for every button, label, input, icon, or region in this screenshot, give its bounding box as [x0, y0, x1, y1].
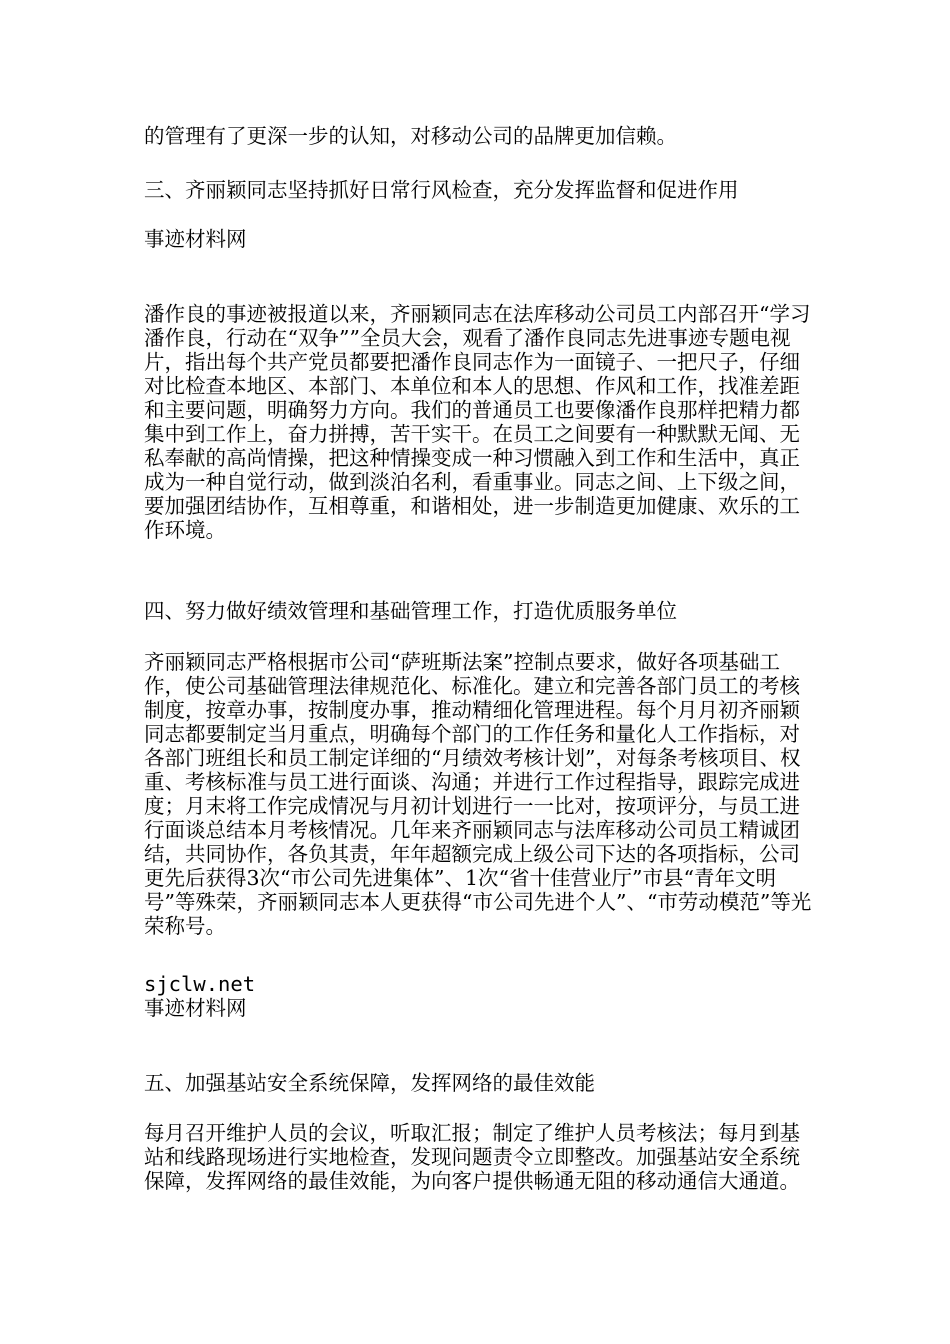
site-name: 事迹材料网 — [144, 227, 247, 251]
section-heading-4: 四、努力做好绩效管理和基础管理工作，打造优质服务单位 — [144, 599, 677, 623]
section-heading-3: 三、齐丽颖同志坚持抓好日常行风检查，充分发挥监督和促进作用 — [144, 178, 739, 202]
paragraph-continuation: 的管理有了更深一步的认知，对移动公司的品牌更加信赖。 — [144, 124, 677, 148]
site-url: sjclw.net — [144, 972, 256, 996]
paragraph-section-5: 每月召开维护人员的会议，听取汇报；制定了维护人员考核法；每月到基站和线路现场进行实地检查，发现问题责令立即整改。加强基站安全系统保障，发挥网络的最佳效能，为向客户提供畅通无阻的移动通信大通道。 — [144, 1121, 800, 1193]
section-heading-5: 五、加强基站安全系统保障，发挥网络的最佳效能 — [144, 1071, 595, 1095]
paragraph-section-4: 齐丽颖同志严格根据市公司“萨班斯法案”控制点要求，做好各项基础工作，使公司基础管理法律规范化、标准化。建立和完善各部门员工的考核制度，按章办事，按制度办事，推动精细化管理进程。每个月月初齐丽颖同志都要制定当月重点，明确每个部门的工作任务和量化人工作指标，对各部门班组长和员工制定详细的“月绩效考核计划”，对每条考核项目、权重、考核标准与员工进行面谈、沟通；并进行工作过程指导，跟踪完成进度；月末将工作完成情况与月初计划进行一一比对，按项评分，与员工进行面谈总结本月考核情况。几年来齐丽颖同志与法库移动公司员工精诚团结，共同协作，各负其责，年年超额完成上级公司下达的各项指标，公司更先后获得3次“市公司先进集体”、1次“省十佳营业厅”市县“青年文明号”等殊荣，齐丽颖同志本人更获得“市公司先进个人”、“市劳动模范”等光荣称号。 — [144, 650, 812, 938]
site-name: 事迹材料网 — [144, 996, 247, 1020]
paragraph-section-3: 潘作良的事迹被报道以来，齐丽颖同志在法库移动公司员工内部召开“学习潘作良，行动在“双争””全员大会，观看了潘作良同志先进事迹专题电视片，指出每个共产党员都要把潘作良同志作为一面镜子、一把尺子，仔细对比检查本地区、本部门、本单位和本人的思想、作风和工作，找准差距和主要问题，明确努力方向。我们的普通员工也要像潘作良那样把精力都集中到工作上，奋力拼搏，苦干实干。在员工之间要有一种默默无闻、无私奉献的高尚情操，把这种情操变成一种习惯融入到工作和生活中，真正成为一种自觉行动，做到淡泊名利，看重事业。同志之间、上下级之间，要加强团结协作，互相尊重，和谐相处，进一步制造更加健康、欢乐的工作环境。 — [144, 302, 811, 542]
